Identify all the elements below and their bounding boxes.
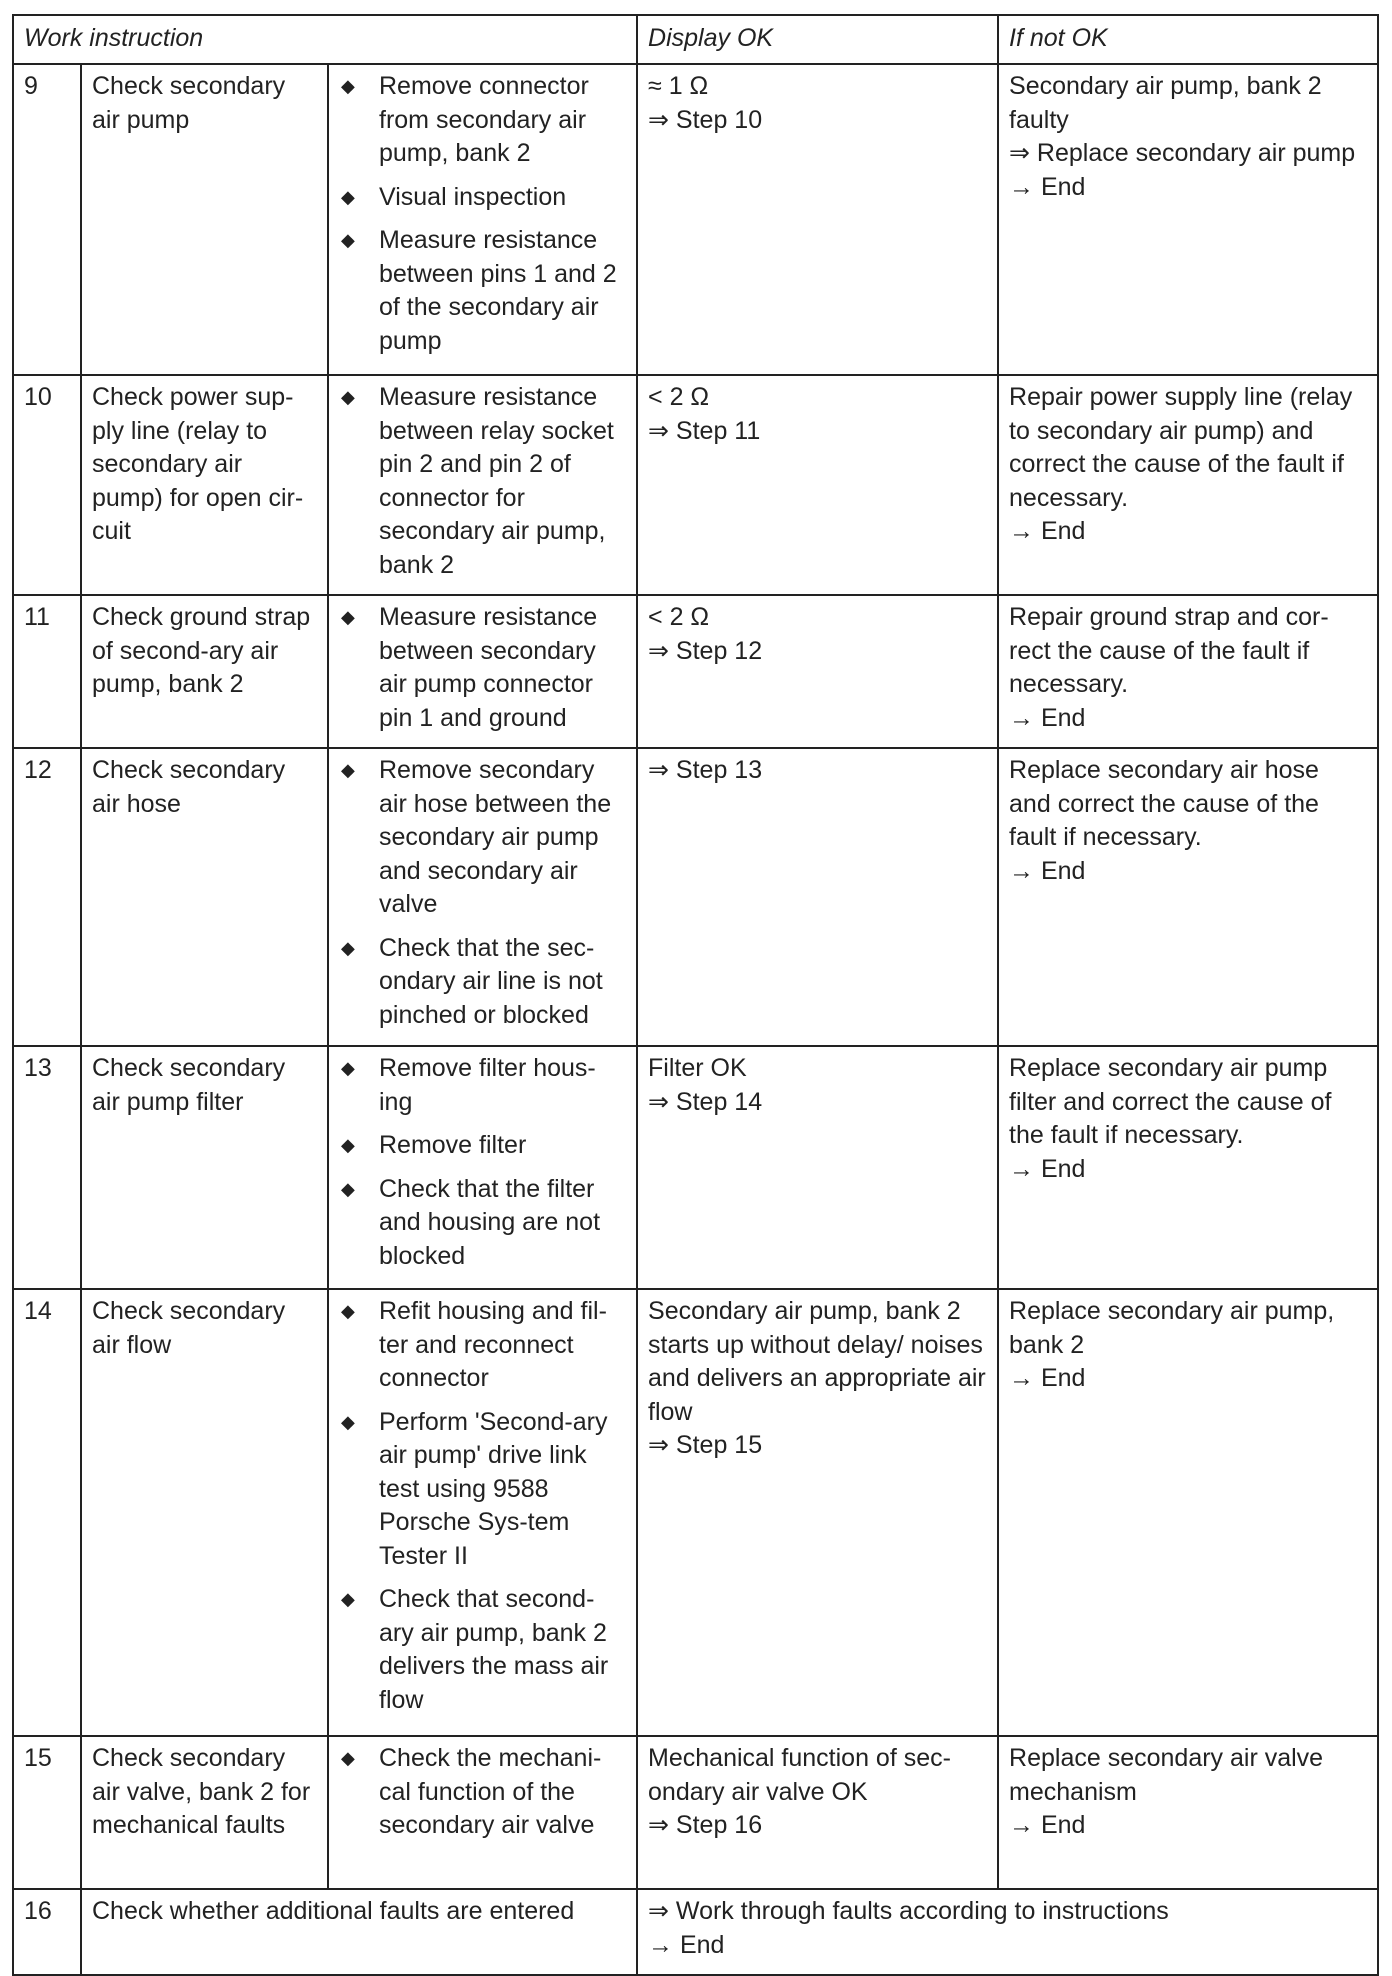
if-not-ok-cell: [998, 64, 1378, 375]
display-ok-line: Filter OK: [648, 1054, 747, 1082]
action-list: [339, 754, 626, 1032]
if-not-ok-line: Replace secondary air hose and correct the cause of the fault if necessary.: [1009, 756, 1319, 851]
table-row: [13, 748, 1378, 1046]
diamond-bullet-icon: ◆: [341, 76, 355, 96]
display-ok-line: Mechanical function of sec-ondary air valve OK: [648, 1744, 951, 1806]
check-title: Check secondary air pump: [81, 64, 328, 375]
if-not-ok-cell: [998, 375, 1378, 595]
action-item: [339, 754, 626, 922]
action-item: [339, 1129, 626, 1163]
display-ok-line: ⇒ Step 15: [648, 1431, 763, 1459]
actions-cell: [328, 1736, 637, 1889]
action-text: Refit housing and fil-ter and reconnect connector: [379, 1297, 607, 1392]
diamond-bullet-icon: ◆: [341, 1178, 355, 1199]
diamond-bullet-icon: ◆: [341, 186, 355, 207]
action-list: [339, 70, 626, 358]
diamond-bullet-icon: ◆: [341, 1301, 355, 1321]
if-not-ok-cell: [998, 1736, 1378, 1889]
action-item: [339, 601, 626, 735]
action-item: [339, 381, 626, 582]
action-item: [339, 1583, 626, 1717]
action-text: Measure resistance between relay socket pin 2 and pin 2 of connector for secondary air pump, bank 2: [379, 383, 614, 579]
display-ok-line: ≈ 1 Ω: [648, 72, 709, 100]
table-row: [13, 595, 1378, 748]
diamond-bullet-icon: ◆: [341, 1411, 355, 1432]
action-list: [339, 1052, 626, 1273]
diamond-bullet-icon: ◆: [341, 1135, 355, 1155]
action-item: [339, 932, 626, 1033]
if-not-ok-cell: [998, 748, 1378, 1046]
step-number: 16: [13, 1889, 81, 1975]
if-not-ok-line: ⇒ Replace secondary air pump: [1009, 139, 1356, 167]
header-work-instruction: Work instruction: [13, 15, 637, 64]
if-not-ok-line: → End: [1009, 856, 1086, 885]
actions-cell: [328, 375, 637, 595]
if-not-ok-line: Repair ground strap and cor-rect the cause of the fault if necessary.: [1009, 603, 1329, 698]
action-text: Check that the filter and housing are not blocked: [379, 1174, 601, 1270]
display-ok-line: Secondary air pump, bank 2 starts up without delay/ noises and delivers an appropriate air flow: [648, 1297, 986, 1426]
diamond-bullet-icon: ◆: [341, 1589, 355, 1609]
diamond-bullet-icon: ◆: [341, 230, 355, 250]
action-text: Perform 'Second-ary air pump' drive link test using 9588 Porsche Sys-tem Tester II: [379, 1407, 608, 1570]
final-result-line: ⇒ Work through faults according to instructions: [648, 1897, 1169, 1925]
action-list: [339, 601, 626, 735]
action-text: Measure resistance between pins 1 and 2 of the secondary air pump: [379, 226, 617, 355]
action-text: Measure resistance between secondary air pump connector pin 1 and ground: [379, 603, 598, 732]
work-instruction-table: [12, 14, 1379, 1976]
action-list: [339, 1295, 626, 1717]
action-item: [339, 1052, 626, 1119]
header-if-not-ok: If not OK: [998, 15, 1378, 64]
table-body: [13, 64, 1378, 1975]
if-not-ok-line: → End: [1009, 1811, 1086, 1839]
display-ok-cell: [637, 64, 998, 375]
table-row: [13, 1046, 1378, 1289]
check-title: Check secondary air pump filter: [81, 1046, 328, 1289]
display-ok-line: ⇒ Step 11: [648, 416, 761, 445]
action-text: Visual inspection: [379, 182, 567, 211]
table-row: [13, 375, 1378, 595]
if-not-ok-line: Replace secondary air pump, bank 2: [1009, 1297, 1335, 1359]
if-not-ok-line: Repair power supply line (relay to secondary air pump) and correct the cause of the fault if necessary.: [1009, 383, 1353, 512]
table-row-final: [13, 1889, 1378, 1975]
action-text: Remove connector from secondary air pump, bank 2: [379, 72, 589, 167]
check-title: Check power sup-ply line (relay to secondary air pump) for open cir-cuit: [81, 375, 328, 595]
check-title: Check secondary air valve, bank 2 for mechanical faults: [81, 1736, 328, 1889]
if-not-ok-line: Replace secondary air pump filter and correct the cause of the fault if necessary.: [1009, 1054, 1332, 1149]
action-text: Remove secondary air hose between the secondary air pump and secondary air valve: [379, 756, 612, 918]
table-row: [13, 1289, 1378, 1736]
if-not-ok-line: → End: [1009, 517, 1086, 545]
display-ok-line: < 2 Ω: [648, 383, 710, 411]
action-item: [339, 1406, 626, 1574]
display-ok-line: ⇒ Step 13: [648, 756, 763, 784]
actions-cell: [328, 1289, 637, 1736]
table-row: [13, 64, 1378, 375]
check-title: Check whether additional faults are entered: [81, 1889, 637, 1975]
action-item: [339, 1742, 626, 1843]
if-not-ok-cell: [998, 1289, 1378, 1736]
action-list: [339, 1742, 626, 1843]
final-result-cell: [637, 1889, 1378, 1975]
diamond-bullet-icon: ◆: [341, 607, 355, 627]
actions-cell: [328, 748, 637, 1046]
display-ok-line: ⇒ Step 12: [648, 636, 763, 665]
diamond-bullet-icon: ◆: [341, 1058, 355, 1078]
action-item: [339, 181, 626, 215]
display-ok-cell: [637, 1736, 998, 1889]
display-ok-cell: [637, 1289, 998, 1736]
check-title: Check ground strap of second-ary air pump, bank 2: [81, 595, 328, 748]
if-not-ok-line: Replace secondary air valve mechanism: [1009, 1744, 1324, 1806]
action-list: [339, 381, 626, 582]
header-display-ok: Display OK: [637, 15, 998, 64]
step-number: 13: [13, 1046, 81, 1289]
step-number: 9: [13, 64, 81, 375]
display-ok-cell: [637, 1046, 998, 1289]
diamond-bullet-icon: ◆: [341, 937, 355, 958]
action-text: Check that the sec-ondary air line is not pinched or blocked: [379, 933, 603, 1029]
display-ok-line: ⇒ Step 14: [648, 1087, 763, 1116]
actions-cell: [328, 595, 637, 748]
if-not-ok-line: → End: [1009, 703, 1086, 732]
final-result-line: → End: [648, 1930, 725, 1959]
if-not-ok-line: Secondary air pump, bank 2 faulty: [1009, 72, 1322, 134]
diamond-bullet-icon: ◆: [341, 760, 355, 780]
step-number: 12: [13, 748, 81, 1046]
action-item: [339, 1295, 626, 1396]
action-text: Remove filter: [379, 1131, 527, 1159]
display-ok-cell: [637, 748, 998, 1046]
check-title: Check secondary air hose: [81, 748, 328, 1046]
header-row: [13, 15, 1378, 64]
step-number: 15: [13, 1736, 81, 1889]
action-text: Remove filter hous-ing: [379, 1054, 596, 1116]
display-ok-cell: [637, 375, 998, 595]
action-item: [339, 70, 626, 171]
display-ok-line: ⇒ Step 16: [648, 1811, 763, 1839]
action-item: [339, 224, 626, 358]
actions-cell: [328, 64, 637, 375]
step-number: 10: [13, 375, 81, 595]
diamond-bullet-icon: ◆: [341, 387, 355, 407]
table-row: [13, 1736, 1378, 1889]
display-ok-line: < 2 Ω: [648, 603, 710, 631]
if-not-ok-line: → End: [1009, 1154, 1086, 1183]
display-ok-line: ⇒ Step 10: [648, 105, 763, 134]
if-not-ok-line: → End: [1009, 1364, 1086, 1392]
diamond-bullet-icon: ◆: [341, 1748, 355, 1768]
if-not-ok-cell: [998, 595, 1378, 748]
if-not-ok-line: → End: [1009, 172, 1086, 201]
actions-cell: [328, 1046, 637, 1289]
display-ok-cell: [637, 595, 998, 748]
action-text: Check the mechani-cal function of the secondary air valve: [379, 1744, 602, 1839]
step-number: 14: [13, 1289, 81, 1736]
step-number: 11: [13, 595, 81, 748]
check-title: Check secondary air flow: [81, 1289, 328, 1736]
action-item: [339, 1173, 626, 1274]
action-text: Check that second-ary air pump, bank 2 delivers the mass air flow: [379, 1585, 609, 1714]
if-not-ok-cell: [998, 1046, 1378, 1289]
